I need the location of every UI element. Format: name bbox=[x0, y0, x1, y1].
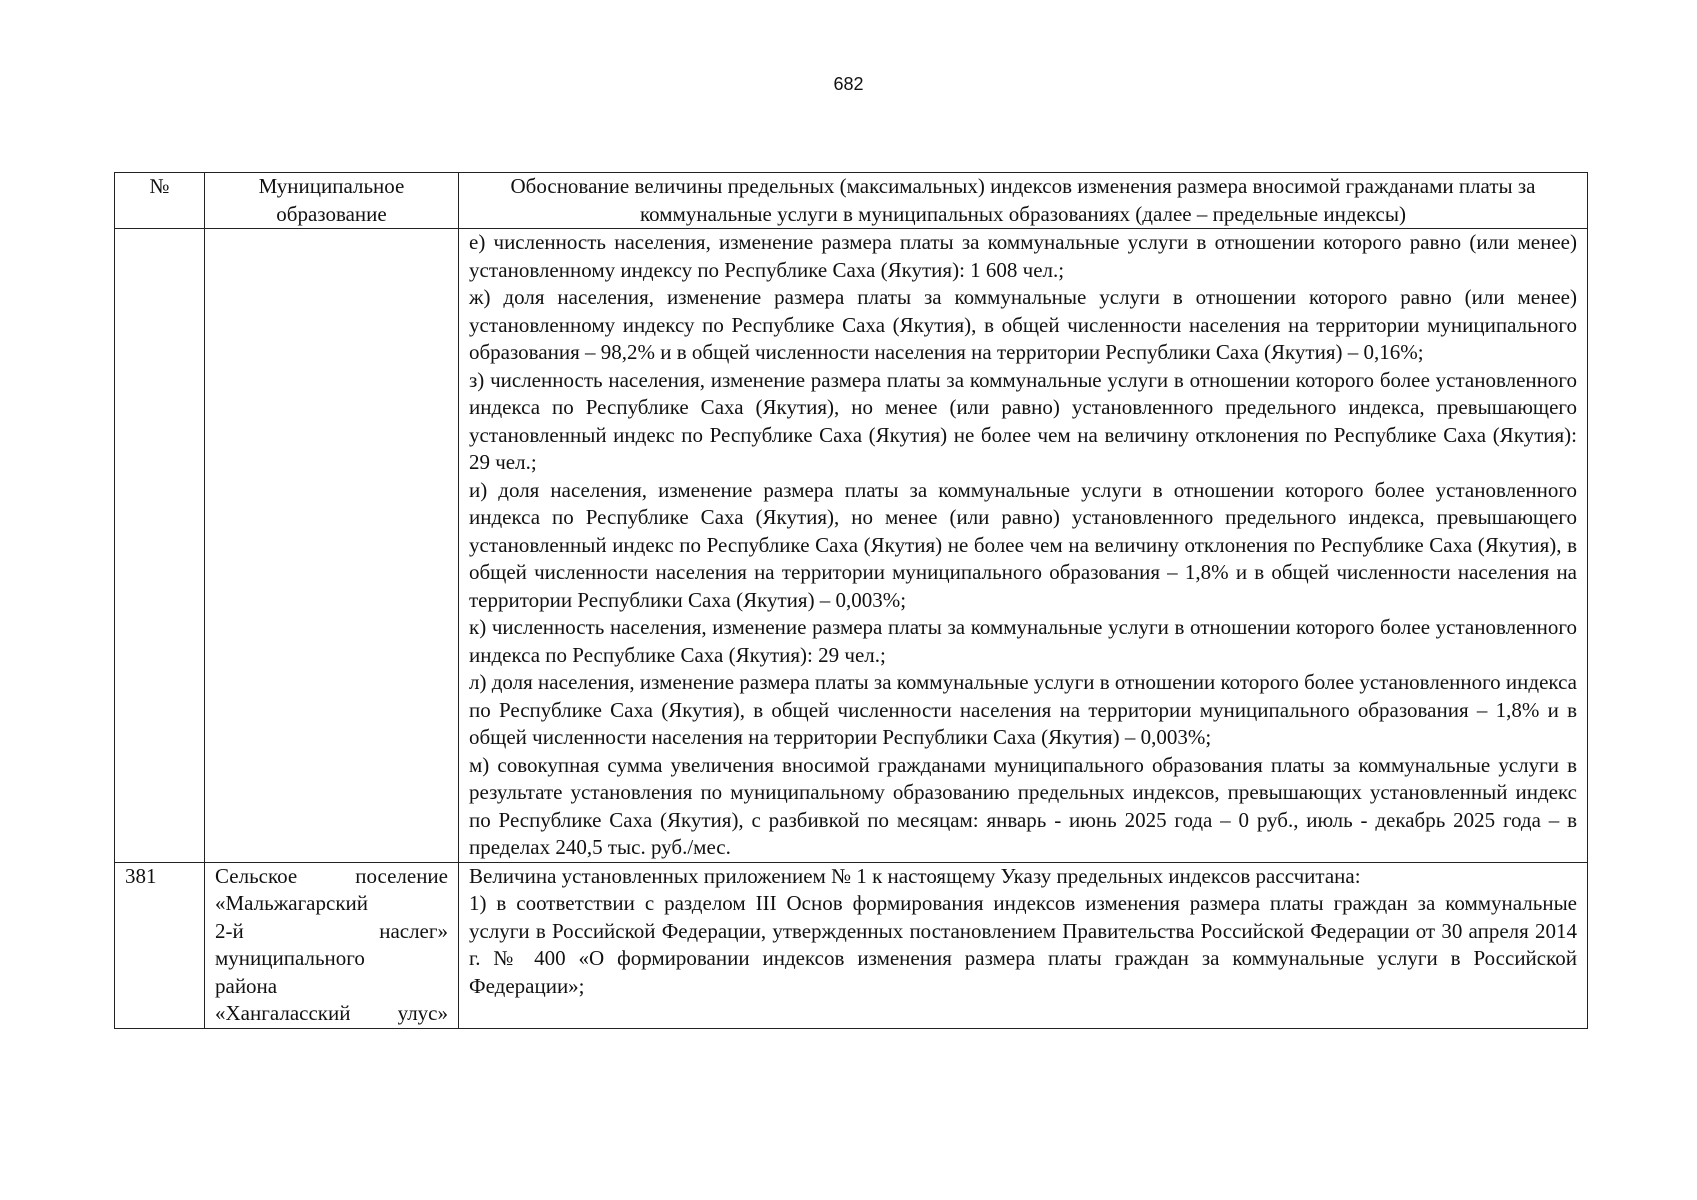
header-number: № bbox=[115, 173, 205, 229]
municipality-line: района bbox=[215, 973, 278, 998]
paragraph-m: м) совокупная сумма увеличения вносимой гражданами муниципального образования платы за коммунальные услуги в результате установления по муниципальному образованию предельных индексов, превышающих установленный индекс по Республике Саха (Якутия), с разбивкой по месяцам: январь - июнь 2025 года – 0 руб., июль - декабрь 2025 года – в пределах 240,5 тыс. руб./мес. bbox=[469, 752, 1577, 859]
municipality-line: «Хангаласский улус» bbox=[215, 1001, 448, 1025]
justification-cell bbox=[459, 862, 1588, 1028]
header-municipality: Муниципальное образование bbox=[205, 173, 459, 229]
table-header-row bbox=[115, 173, 1588, 229]
paragraph-intro: Величина установленных приложением № 1 к настоящему Указу предельных индексов рассчитана: bbox=[469, 863, 1361, 888]
paragraph-z: з) численность населения, изменение размера платы за коммунальные услуги в отношении которого более установленного индекса по Республике Саха (Якутия), но менее (или равно) установленного предельного индекса, превышающего установленный индекс по Республике Саха (Якутия) не более чем на величину отклонения по Республике Саха (Якутия): 29 чел.; bbox=[469, 367, 1577, 474]
row-number-cell: 381 bbox=[115, 862, 205, 1028]
municipality-cell bbox=[205, 862, 459, 1028]
municipality-line: 2-й наслег» bbox=[215, 918, 448, 943]
paragraph-k: к) численность населения, изменение размера платы за коммунальные услуги в отношении которого более установленного индекса по Республике Саха (Якутия): 29 чел.; bbox=[469, 615, 1577, 667]
municipality-line: «Мальжагарский bbox=[215, 891, 368, 915]
row-number-cell bbox=[115, 229, 205, 863]
paragraph-l: л) доля населения, изменение размера платы за коммунальные услуги в отношении которого более установленного индекса по Республике Саха (Якутия), в общей численности населения на территории муниципального образования – 1,8% и в общей численности населения на территории Республики Саха (Якутия) – 0,003%; bbox=[469, 670, 1577, 749]
municipality-line: Сельское поселение bbox=[215, 863, 448, 888]
indices-table bbox=[114, 172, 1588, 1029]
page-number: 682 bbox=[833, 74, 864, 94]
paragraph-zh: ж) доля населения, изменение размера платы за коммунальные услуги в отношении которого равно (или менее) установленному индексу по Республике Саха (Якутия), в общей численности населения на территории муниципального образования – 98,2% и в общей численности населения на территории Республики Саха (Якутия) – 0,16%; bbox=[469, 285, 1577, 364]
header-justification: Обоснование величины предельных (максимальных) индексов изменения размера вносимой гражданами платы за коммунальные услуги в муниципальных образованиях (далее – предельные индексы) bbox=[459, 173, 1588, 229]
table-row bbox=[115, 229, 1588, 863]
municipality-cell bbox=[205, 229, 459, 863]
table-row bbox=[115, 862, 1588, 1028]
municipality-line: муниципального bbox=[215, 946, 365, 970]
paragraph-1: 1) в соответствии с разделом III Основ формирования индексов изменения размера платы граждан за коммунальные услуги в Российской Федерации, утвержденных постановлением Правительства Российской Федерации от 30 апреля 2014 г. № 400 «О формировании индексов изменения размера платы граждан за коммунальные услуги в Российской Федерации»; bbox=[469, 891, 1577, 998]
paragraph-e: е) численность населения, изменение размера платы за коммунальные услуги в отношении которого равно (или менее) установленному индексу по Республике Саха (Якутия): 1 608 чел.; bbox=[469, 230, 1577, 282]
paragraph-i: и) доля населения, изменение размера платы за коммунальные услуги в отношении которого более установленного индекса по Республике Саха (Якутия), но менее (или равно) установленного предельного индекса, превышающего установленный индекс по Республике Саха (Якутия) не более чем на величину отклонения по Республике Саха (Якутия), в общей численности населения на территории муниципального образования – 1,8% и в общей численности населения на территории Республики Саха (Якутия) – 0,003%; bbox=[469, 477, 1577, 612]
justification-cell bbox=[459, 229, 1588, 863]
